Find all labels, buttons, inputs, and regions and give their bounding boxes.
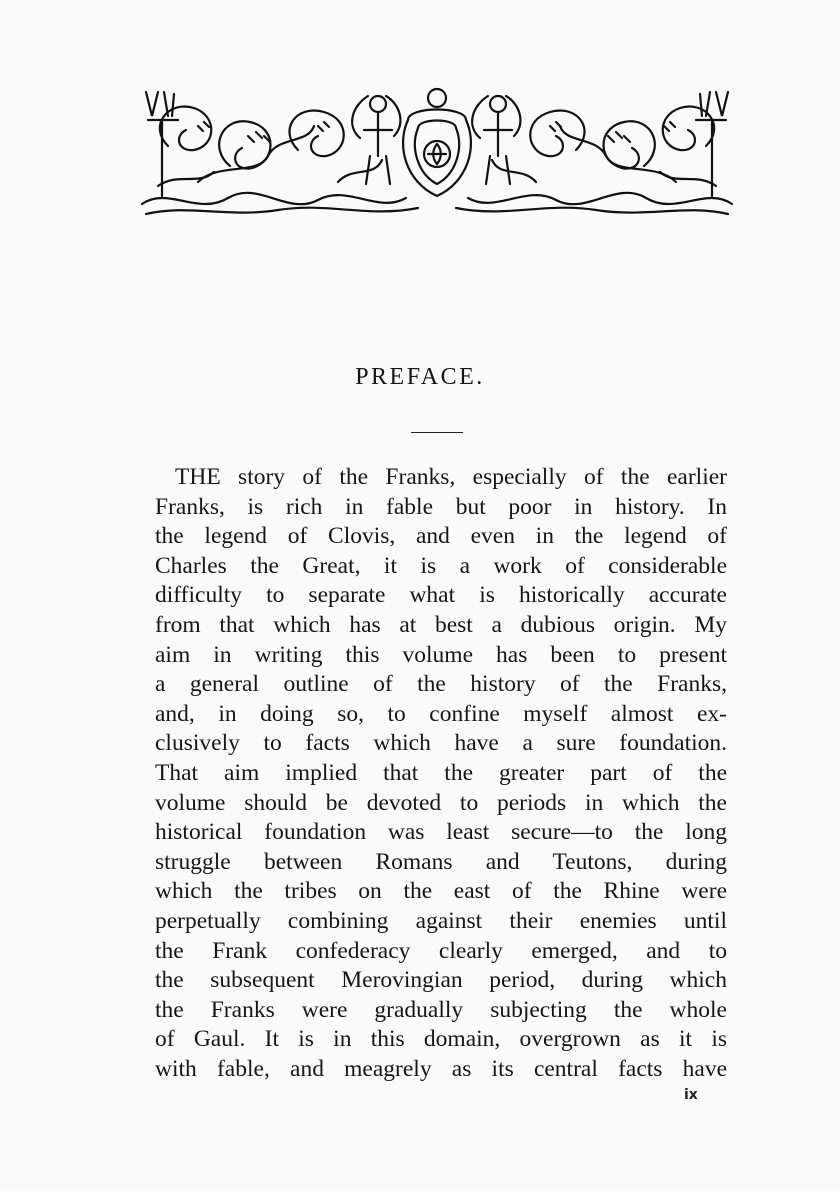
text-line: clusively to facts which have a sure foundation. xyxy=(155,730,727,757)
text-line: aim in writing this volume has been to present xyxy=(155,641,727,668)
text-line: That aim implied that the greater part of the xyxy=(155,759,727,786)
text-line: Charles the Great, it is a work of considerable xyxy=(155,552,727,579)
text-line: a general outline of the history of the Franks, xyxy=(155,671,727,698)
text-line: THE story of the Franks, especially of the earlier xyxy=(175,464,727,490)
text-line: the subsequent Merovingian period, during which xyxy=(155,967,727,994)
text-line: difficulty to separate what is historically accurate xyxy=(155,582,727,609)
text-line: which the tribes on the east of the Rhine were xyxy=(155,878,727,905)
text-line: from that which has at best a dubious origin. My xyxy=(155,611,727,638)
text-line: struggle between Romans and Teutons, during xyxy=(155,848,727,875)
page-title: PREFACE. xyxy=(355,364,485,390)
text-line: Franks, is rich in fable but poor in history. In xyxy=(155,493,727,520)
decorative-headpiece-icon xyxy=(138,86,736,222)
text-line: the Frank confederacy clearly emerged, and to xyxy=(155,937,727,964)
text-line: and, in doing so, to confine myself almost ex- xyxy=(155,700,727,727)
preface-paragraph xyxy=(155,463,727,1084)
text-line: with fable, and meagrely as its central facts have xyxy=(155,1055,727,1082)
text-line: the Franks were gradually subjecting the whole xyxy=(155,996,727,1023)
page-number: ix xyxy=(684,1087,698,1103)
text-line: perpetually combining against their enemies until xyxy=(155,907,727,934)
text-line: of Gaul. It is in this domain, overgrown as it is xyxy=(155,1026,727,1053)
text-line: historical foundation was least secure—to the long xyxy=(155,819,727,846)
text-line: the legend of Clovis, and even in the legend of xyxy=(155,523,727,550)
text-line: volume should be devoted to periods in which the xyxy=(155,789,727,816)
title-divider xyxy=(411,432,463,433)
